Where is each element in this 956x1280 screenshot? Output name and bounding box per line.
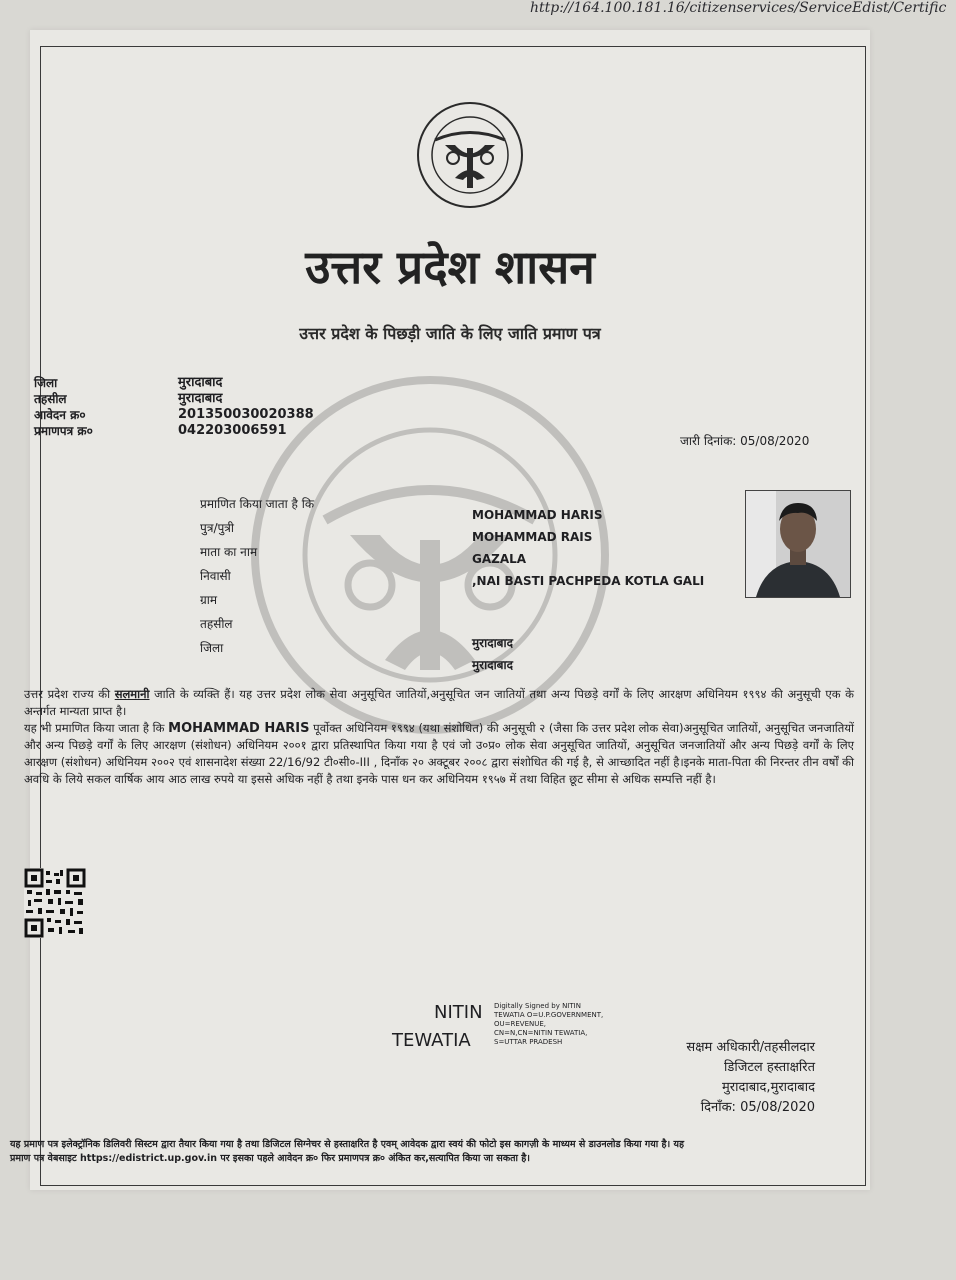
person-label: तहसील bbox=[200, 617, 233, 631]
footer-line: यह प्रमाण पत्र इलेक्ट्रॉनिक डिलिवरी सिस्टम द्वारा तैयार किया गया है तथा डिजिटल सिग्नेचर से हस्ताक्षरित है एवम् आवेदक द्वारा स्वयं की फोटो इस कागज़ी के माध्यम से डाउनलोड किया गया है। यह bbox=[10, 1139, 685, 1150]
person-label: ग्राम bbox=[200, 593, 218, 607]
info-labels bbox=[34, 375, 93, 439]
person-district: मुरादाबाद bbox=[472, 658, 514, 672]
person-label: माता का नाम bbox=[200, 545, 258, 559]
signer-first-name: NITIN bbox=[434, 1002, 483, 1023]
info-label: तहसील bbox=[34, 392, 67, 406]
certificate-body bbox=[24, 686, 854, 788]
certificate-subtitle: उत्तर प्रदेश के पिछड़ी जाति के लिए जाति प्रमाण पत्र bbox=[299, 324, 601, 343]
signer-last-name: TEWATIA bbox=[392, 1030, 471, 1051]
info-label: आवेदन क्र० bbox=[34, 408, 86, 422]
father-name: MOHAMMAD RAIS bbox=[472, 530, 593, 544]
person-label: निवासी bbox=[200, 569, 231, 583]
certificate-sheet bbox=[10, 30, 870, 1190]
address: ,NAI BASTI PACHPEDA KOTLA GALI bbox=[472, 574, 705, 588]
certificate-footer bbox=[10, 1138, 860, 1166]
tehsil-value: मुरादाबाद bbox=[178, 391, 223, 406]
qr-code-icon bbox=[24, 868, 86, 938]
person-label: पुत्र/पुत्री bbox=[200, 521, 235, 535]
body-paragraph-2: यह भी प्रमाणित किया जाता है कि MOHAMMAD HARIS पूर्वोक्त अधिनियम १९९४ (यथा संशोधित) की अनुसूची २ (जैसा कि उत्तर प्रदेश लोक सेवा)अनुसूचित जातियों, अनुसूचित जनजातियों और अन्य पिछड़े वर्गों के लिए आरक्षण (संशोधन) अधिनियम २००१ द्वारा प्रतिस्थापित किया गया है एवं जो उ०प्र० लोक सेवा अनुसूचित जातियों, अनुसूचित जनजातियों और अन्य पिछड़े वर्गों के लिए आरक्षण (संशोधन) अधिनियम २००२ एवं शासनादेश संख्या 22/16/92 टी०सी०-III , दिनाँक २० अक्टूबर २००८ द्वारा संशोधित की गई है, से आच्छादित नहीं है।इनके माता-पिता की निरन्तर तीन वर्षों की अवधि के लिये सकल वार्षिक आय आठ लाख रुपये या इससे अधिक नहीं है तथा इनके पास धन कर अधिनियम १९५७ में तथा विहित छूट सीमा से अधिक सम्पत्ति नहीं है। bbox=[24, 721, 854, 786]
officer-signature-note: डिजिटल हस्ताक्षरित bbox=[724, 1060, 815, 1075]
person-name: MOHAMMAD HARIS bbox=[472, 508, 603, 522]
person-values bbox=[472, 504, 704, 676]
person-labels bbox=[200, 492, 314, 660]
body-person-name: MOHAMMAD HARIS bbox=[168, 721, 310, 736]
up-emblem-icon bbox=[415, 100, 525, 210]
mother-name: GAZALA bbox=[472, 552, 527, 566]
browser-url: http://164.100.181.16/citizenservices/ServiceEdist/Certific bbox=[530, 0, 947, 16]
certificate-number: 042203006591 bbox=[178, 423, 287, 438]
district-value: मुरादाबाद bbox=[178, 375, 223, 390]
footer-line: प्रमाण पत्र वेबसाइट https://edistrict.up.gov.in पर इसका पहले आवेदन क्र० फिर प्रमाणपत्र क्र० अंकित कर,सत्यापित किया जा सकता है। bbox=[10, 1153, 530, 1164]
issue-date: जारी दिनांक: 05/08/2020 bbox=[680, 434, 810, 448]
officer-block bbox=[655, 1038, 815, 1118]
info-label: जिला bbox=[34, 376, 58, 390]
application-number: 201350030020388 bbox=[178, 407, 314, 422]
officer-date: दिनाँक: 05/08/2020 bbox=[700, 1100, 815, 1115]
person-intro: प्रमाणित किया जाता है कि bbox=[200, 497, 315, 511]
person-label: जिला bbox=[200, 641, 224, 655]
officer-title: सक्षम अधिकारी/तहसीलदार bbox=[686, 1040, 815, 1055]
certificate-title: उत्तर प्रदेश शासन bbox=[305, 240, 595, 294]
officer-location: मुरादाबाद,मुरादाबाद bbox=[722, 1080, 815, 1095]
info-label: प्रमाणपत्र क्र० bbox=[34, 424, 93, 438]
caste-name: सलमानी bbox=[114, 687, 150, 701]
body-paragraph-1: उत्तर प्रदेश राज्य की सलमानी जाति के व्यक्ति हैं। यह उत्तर प्रदेश लोक सेवा अनुसूचित जातियों,अनुसूचित जन जातियों तथा अन्य पिछड़े वर्गों के लिए आरक्षण अधिनियम १९९४ की अनुसूची एक के अन्तर्गत मान्यता प्राप्त है। bbox=[24, 687, 855, 718]
person-tehsil: मुरादाबाद bbox=[472, 636, 514, 650]
info-values bbox=[178, 375, 314, 439]
signature-metadata: Digitally Signed by NITIN TEWATIA O=U.P.GOVERNMENT, OU=REVENUE, CN=N,CN=NITIN TEWATIA, S=UTTAR PRADESH bbox=[494, 1002, 604, 1046]
applicant-photo bbox=[745, 490, 851, 598]
